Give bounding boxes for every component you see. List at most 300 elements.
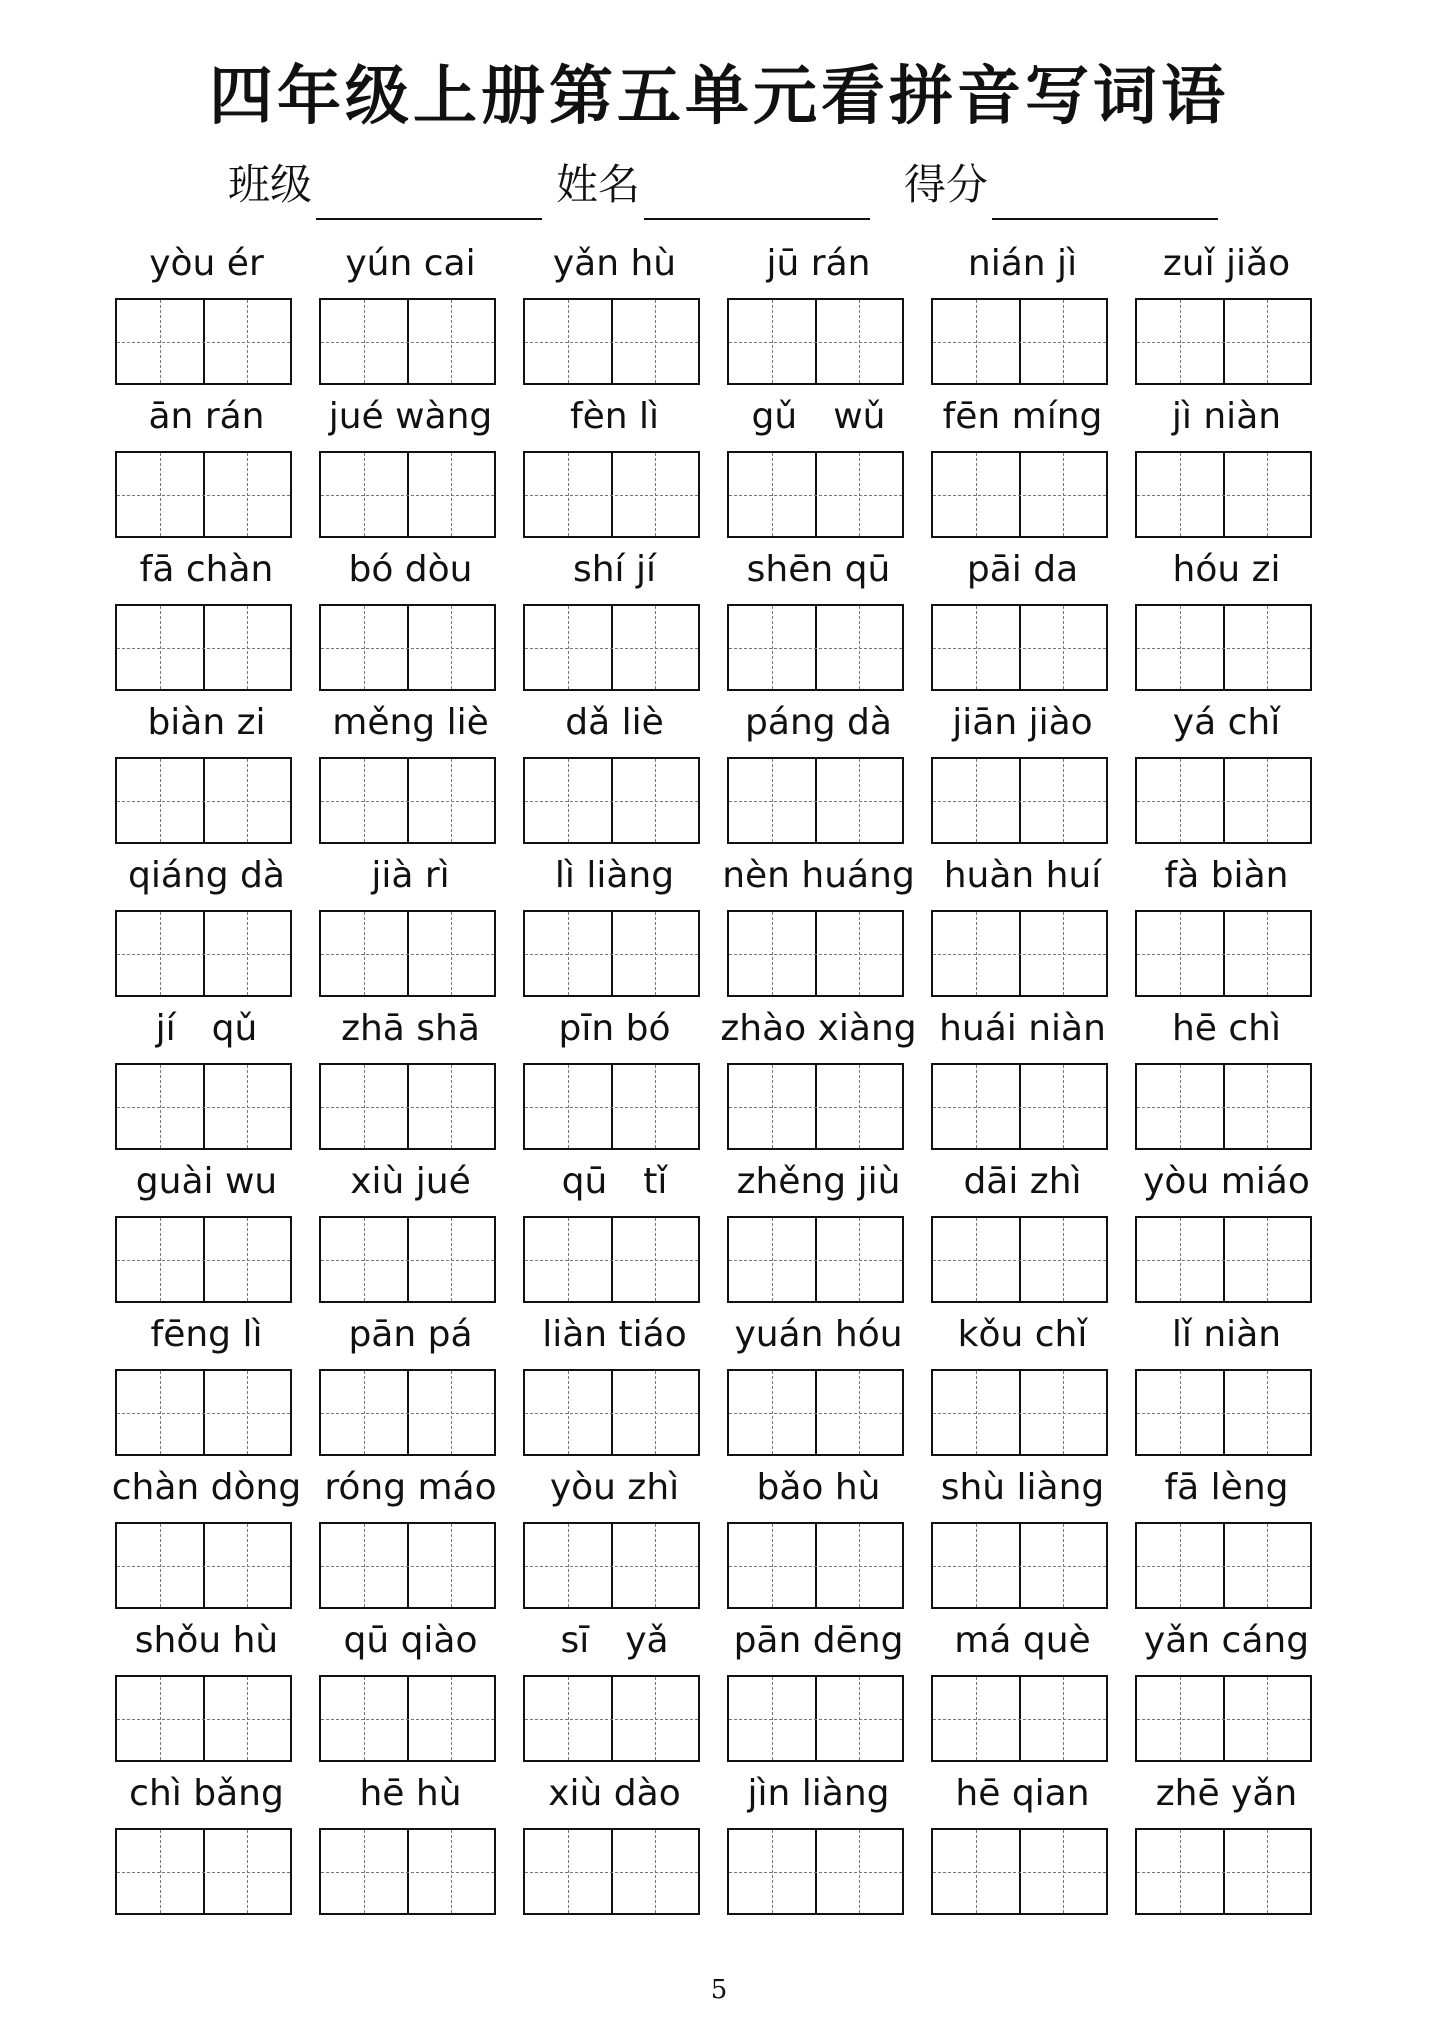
guide-line [117, 1566, 290, 1567]
word-item [1124, 542, 1329, 695]
word-item [920, 1613, 1125, 1766]
guide-line [247, 453, 248, 536]
pinyin-label: yún cai [345, 243, 476, 284]
guide-line [160, 1065, 161, 1148]
writing-box[interactable] [727, 1675, 904, 1762]
pinyin-label: jiān jiào [952, 702, 1093, 743]
guide-line [451, 1677, 452, 1760]
word-item [104, 848, 309, 1001]
writing-box[interactable] [319, 1063, 496, 1150]
pinyin-label: qū tǐ [561, 1161, 668, 1202]
guide-line [976, 606, 977, 689]
writing-box[interactable] [115, 910, 292, 997]
word-item [920, 542, 1125, 695]
guide-line [568, 1677, 569, 1760]
guide-line [655, 1677, 656, 1760]
guide-line [976, 300, 977, 383]
pinyin-label: pāi da [966, 549, 1079, 590]
pinyin-label: jì niàn [1171, 396, 1282, 437]
guide-line [247, 1524, 248, 1607]
guide-line [117, 801, 290, 802]
guide-line [976, 1065, 977, 1148]
guide-line [976, 1218, 977, 1301]
guide-line [525, 954, 698, 955]
guide-line [525, 342, 698, 343]
guide-line [451, 1830, 452, 1913]
word-item [308, 1001, 513, 1154]
writing-box[interactable] [1135, 298, 1312, 385]
guide-line [772, 1065, 773, 1148]
guide-line [160, 1830, 161, 1913]
guide-line [729, 1260, 902, 1261]
word-item [716, 1766, 921, 1919]
guide-line [933, 1872, 1106, 1873]
guide-line [525, 1260, 698, 1261]
guide-line [1180, 1218, 1181, 1301]
pinyin-label: liàn tiáo [542, 1314, 687, 1355]
writing-box[interactable] [115, 757, 292, 844]
guide-line [247, 1218, 248, 1301]
guide-line [117, 954, 290, 955]
guide-line [1180, 1524, 1181, 1607]
guide-line [117, 495, 290, 496]
guide-line [451, 453, 452, 536]
writing-box[interactable] [115, 1675, 292, 1762]
pinyin-label: dǎ liè [565, 702, 664, 743]
writing-box[interactable] [523, 910, 700, 997]
pinyin-label: zuǐ jiǎo [1162, 243, 1291, 284]
pinyin-label: yòu miáo [1143, 1161, 1310, 1202]
writing-box[interactable] [727, 1828, 904, 1915]
guide-line [1063, 1830, 1064, 1913]
guide-line [364, 912, 365, 995]
guide-line [859, 1524, 860, 1607]
writing-box[interactable] [931, 1216, 1108, 1303]
guide-line [247, 1065, 248, 1148]
guide-line [859, 453, 860, 536]
guide-line [160, 759, 161, 842]
guide-line [568, 1524, 569, 1607]
guide-line [655, 1371, 656, 1454]
pinyin-label: dāi zhì [963, 1161, 1082, 1202]
writing-box[interactable] [931, 1369, 1108, 1456]
writing-box[interactable] [523, 1675, 700, 1762]
guide-line [1180, 1677, 1181, 1760]
writing-box[interactable] [727, 604, 904, 691]
word-item [716, 1307, 921, 1460]
writing-box[interactable] [319, 757, 496, 844]
guide-line [772, 1677, 773, 1760]
guide-line [451, 606, 452, 689]
word-item [716, 389, 921, 542]
guide-line [1063, 1218, 1064, 1301]
guide-line [772, 300, 773, 383]
guide-line [859, 606, 860, 689]
guide-line [976, 759, 977, 842]
guide-line [247, 1677, 248, 1760]
guide-line [568, 300, 569, 383]
word-item [1124, 1766, 1329, 1919]
guide-line [525, 1719, 698, 1720]
pinyin-label: fèn lì [569, 396, 660, 437]
word-item [104, 1154, 309, 1307]
pinyin-label: yuán hóu [734, 1314, 903, 1355]
writing-box[interactable] [115, 451, 292, 538]
word-item [512, 1460, 717, 1613]
word-item [1124, 236, 1329, 389]
guide-line [1137, 801, 1310, 802]
pinyin-label: sī yǎ [560, 1620, 669, 1661]
guide-line [117, 1107, 290, 1108]
writing-box[interactable] [931, 910, 1108, 997]
word-item [512, 1154, 717, 1307]
writing-box[interactable] [319, 1216, 496, 1303]
word-item [1124, 1307, 1329, 1460]
writing-box[interactable] [319, 298, 496, 385]
guide-line [1180, 300, 1181, 383]
word-item [920, 1154, 1125, 1307]
guide-line [772, 606, 773, 689]
guide-line [729, 1413, 902, 1414]
guide-line [772, 912, 773, 995]
pinyin-label: pīn bó [558, 1008, 671, 1049]
writing-box[interactable] [931, 1522, 1108, 1609]
guide-line [1063, 912, 1064, 995]
pinyin-label: róng máo [324, 1467, 497, 1508]
word-item [104, 236, 309, 389]
word-item [920, 848, 1125, 1001]
pinyin-label: yǎn hù [552, 243, 677, 284]
writing-box[interactable] [931, 757, 1108, 844]
word-item [512, 236, 717, 389]
word-item [104, 389, 309, 542]
guide-line [1267, 1065, 1268, 1148]
guide-line [729, 495, 902, 496]
writing-box[interactable] [523, 604, 700, 691]
guide-line [729, 1107, 902, 1108]
guide-line [859, 759, 860, 842]
guide-line [933, 1107, 1106, 1108]
word-item [1124, 1613, 1329, 1766]
pinyin-label: jí qǔ [155, 1008, 258, 1049]
writing-box[interactable] [931, 604, 1108, 691]
guide-line [1063, 606, 1064, 689]
guide-line [117, 1872, 290, 1873]
guide-line [1267, 1524, 1268, 1607]
writing-box[interactable] [523, 451, 700, 538]
guide-line [1267, 606, 1268, 689]
word-item [1124, 1460, 1329, 1613]
guide-line [976, 453, 977, 536]
guide-line [247, 1830, 248, 1913]
writing-box[interactable] [115, 298, 292, 385]
writing-box[interactable] [319, 604, 496, 691]
guide-line [1180, 453, 1181, 536]
writing-box[interactable] [1135, 1828, 1312, 1915]
writing-box[interactable] [727, 1522, 904, 1609]
word-item [716, 542, 921, 695]
guide-line [364, 1371, 365, 1454]
guide-line [117, 1719, 290, 1720]
guide-line [364, 1065, 365, 1148]
pinyin-label: má què [954, 1620, 1091, 1661]
word-item [920, 1766, 1125, 1919]
guide-line [1063, 759, 1064, 842]
guide-line [976, 1677, 977, 1760]
pinyin-label: nèn huáng [722, 855, 915, 896]
class-label: 班级 [228, 160, 313, 209]
guide-line [729, 1719, 902, 1720]
guide-line [364, 1524, 365, 1607]
writing-box[interactable] [1135, 1369, 1312, 1456]
writing-box[interactable] [1135, 1216, 1312, 1303]
guide-line [247, 759, 248, 842]
guide-line [364, 453, 365, 536]
guide-line [976, 1830, 977, 1913]
word-item [104, 542, 309, 695]
guide-line [525, 1566, 698, 1567]
guide-line [321, 648, 494, 649]
writing-box[interactable] [319, 910, 496, 997]
writing-box[interactable] [319, 1369, 496, 1456]
writing-box[interactable] [1135, 451, 1312, 538]
guide-line [655, 1830, 656, 1913]
word-item [920, 695, 1125, 848]
writing-box[interactable] [931, 298, 1108, 385]
page-number: 5 [710, 1975, 728, 2005]
guide-line [729, 801, 902, 802]
page-title: 四年级上册第五单元看拼音写词语 [209, 60, 1229, 134]
writing-box[interactable] [115, 1828, 292, 1915]
word-item [308, 236, 513, 389]
writing-box[interactable] [115, 1216, 292, 1303]
writing-box[interactable] [523, 298, 700, 385]
writing-box[interactable] [115, 1522, 292, 1609]
writing-box[interactable] [115, 1063, 292, 1150]
guide-line [451, 759, 452, 842]
pinyin-label: shǒu hù [134, 1620, 279, 1661]
guide-line [568, 606, 569, 689]
writing-box[interactable] [523, 1369, 700, 1456]
writing-box[interactable] [727, 757, 904, 844]
word-item [512, 1001, 717, 1154]
writing-box[interactable] [1135, 1063, 1312, 1150]
word-item [920, 389, 1125, 542]
guide-line [160, 606, 161, 689]
writing-box[interactable] [931, 1828, 1108, 1915]
writing-box[interactable] [523, 1522, 700, 1609]
guide-line [321, 1872, 494, 1873]
guide-line [655, 912, 656, 995]
score-label: 得分 [904, 160, 989, 209]
pinyin-label: zhā shā [341, 1008, 480, 1049]
word-item [104, 1613, 309, 1766]
guide-line [933, 1566, 1106, 1567]
guide-line [451, 1065, 452, 1148]
pinyin-label: kǒu chǐ [957, 1314, 1088, 1355]
guide-line [1063, 1524, 1064, 1607]
guide-line [729, 1872, 902, 1873]
pinyin-label: biàn zi [147, 702, 266, 743]
guide-line [933, 342, 1106, 343]
guide-line [525, 1872, 698, 1873]
writing-box[interactable] [1135, 1522, 1312, 1609]
guide-line [364, 1830, 365, 1913]
guide-line [772, 453, 773, 536]
guide-line [729, 648, 902, 649]
guide-line [859, 1065, 860, 1148]
guide-line [525, 648, 698, 649]
pinyin-label: qū qiào [343, 1620, 478, 1661]
writing-box[interactable] [115, 1369, 292, 1456]
writing-box[interactable] [319, 1522, 496, 1609]
word-item [308, 1307, 513, 1460]
writing-box[interactable] [931, 1063, 1108, 1150]
writing-box[interactable] [727, 1063, 904, 1150]
guide-line [247, 606, 248, 689]
guide-line [160, 1371, 161, 1454]
guide-line [729, 1566, 902, 1567]
guide-line [1063, 453, 1064, 536]
guide-line [655, 606, 656, 689]
guide-line [655, 1524, 656, 1607]
guide-line [976, 1524, 977, 1607]
guide-line [1137, 648, 1310, 649]
pinyin-label: guài wu [135, 1161, 278, 1202]
guide-line [772, 759, 773, 842]
guide-line [451, 1524, 452, 1607]
pinyin-label: bǎo hù [756, 1467, 881, 1508]
pinyin-label: jìn liàng [747, 1773, 890, 1814]
guide-line [976, 912, 977, 995]
writing-box[interactable] [931, 1675, 1108, 1762]
word-item [920, 1001, 1125, 1154]
writing-box[interactable] [1135, 757, 1312, 844]
pinyin-label: pān dēng [733, 1620, 904, 1661]
word-item [308, 542, 513, 695]
word-item [104, 695, 309, 848]
word-item [716, 1154, 921, 1307]
pinyin-label: hóu zi [1172, 549, 1281, 590]
writing-box[interactable] [1135, 910, 1312, 997]
pinyin-label: yòu zhì [549, 1467, 680, 1508]
word-item [920, 236, 1125, 389]
pinyin-label: zhěng jiù [736, 1161, 901, 1202]
pinyin-label: yá chǐ [1172, 702, 1281, 743]
pinyin-label: ān rán [148, 396, 265, 437]
guide-line [772, 1830, 773, 1913]
pinyin-label: fēn míng [942, 396, 1103, 437]
pinyin-label: chàn dòng [111, 1467, 302, 1508]
word-item [716, 1001, 921, 1154]
writing-box[interactable] [727, 1216, 904, 1303]
guide-line [655, 300, 656, 383]
pinyin-label: gǔ wǔ [751, 396, 886, 437]
guide-line [976, 1371, 977, 1454]
guide-line [160, 912, 161, 995]
writing-box[interactable] [523, 1828, 700, 1915]
writing-box[interactable] [319, 1828, 496, 1915]
name-label: 姓名 [556, 160, 641, 209]
guide-line [1267, 1218, 1268, 1301]
writing-box[interactable] [727, 451, 904, 538]
guide-line [859, 300, 860, 383]
pinyin-label: fēng lì [150, 1314, 263, 1355]
word-item [308, 1460, 513, 1613]
guide-line [117, 342, 290, 343]
pinyin-label: xiù jué [350, 1161, 471, 1202]
guide-line [1267, 759, 1268, 842]
guide-line [568, 759, 569, 842]
guide-line [1063, 1677, 1064, 1760]
word-item [716, 1460, 921, 1613]
pinyin-label: fà biàn [1164, 855, 1289, 896]
guide-line [655, 759, 656, 842]
writing-box[interactable] [1135, 604, 1312, 691]
guide-line [247, 300, 248, 383]
writing-box[interactable] [727, 910, 904, 997]
word-item [1124, 1154, 1329, 1307]
guide-line [321, 1413, 494, 1414]
writing-box[interactable] [931, 451, 1108, 538]
guide-line [1267, 300, 1268, 383]
guide-line [1137, 1872, 1310, 1873]
guide-line [321, 1107, 494, 1108]
pinyin-label: fā lèng [1164, 1467, 1289, 1508]
writing-box[interactable] [727, 298, 904, 385]
guide-line [1137, 342, 1310, 343]
guide-line [364, 1218, 365, 1301]
guide-line [1180, 606, 1181, 689]
guide-line [525, 495, 698, 496]
word-item [1124, 1001, 1329, 1154]
word-item [1124, 848, 1329, 1001]
pinyin-label: jià rì [371, 855, 450, 896]
guide-line [321, 1719, 494, 1720]
guide-line [321, 954, 494, 955]
pinyin-label: qiáng dà [128, 855, 285, 896]
pinyin-label: zhào xiàng [720, 1008, 917, 1049]
writing-box[interactable] [319, 1675, 496, 1762]
writing-box[interactable] [1135, 1675, 1312, 1762]
word-item [512, 542, 717, 695]
writing-box[interactable] [523, 1216, 700, 1303]
guide-line [160, 453, 161, 536]
word-item [308, 848, 513, 1001]
writing-box[interactable] [319, 451, 496, 538]
guide-line [117, 648, 290, 649]
writing-box[interactable] [727, 1369, 904, 1456]
guide-line [364, 1677, 365, 1760]
word-item [308, 389, 513, 542]
guide-line [859, 1218, 860, 1301]
guide-line [525, 1413, 698, 1414]
writing-box[interactable] [523, 757, 700, 844]
guide-line [321, 1566, 494, 1567]
guide-line [859, 912, 860, 995]
guide-line [160, 1218, 161, 1301]
guide-line [1137, 1107, 1310, 1108]
guide-line [933, 648, 1106, 649]
guide-line [1267, 912, 1268, 995]
word-item [1124, 389, 1329, 542]
writing-box[interactable] [115, 604, 292, 691]
guide-line [160, 1677, 161, 1760]
guide-line [1063, 1371, 1064, 1454]
writing-box[interactable] [523, 1063, 700, 1150]
guide-line [525, 801, 698, 802]
pinyin-label: shí jí [572, 549, 657, 590]
